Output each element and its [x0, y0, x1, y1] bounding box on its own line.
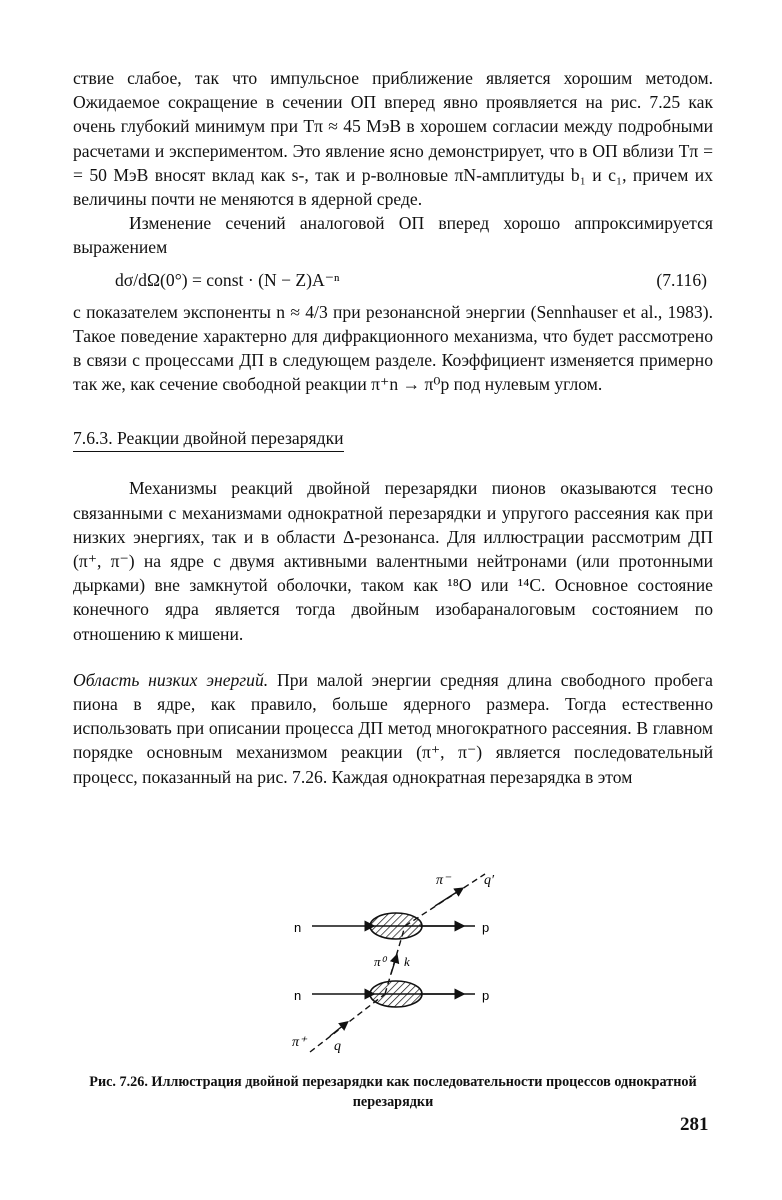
paragraph-5-lead: Область низких энергий.	[73, 669, 269, 690]
equation-7-116	[73, 268, 713, 294]
label-n-bottom: n	[294, 988, 302, 1003]
pi-plus-line	[310, 994, 385, 1052]
paragraph-5-text: При малой энергии средняя длина свободного пробега пиона в ядре, как правило, больше ядерного размера. Тогда естественно использовать при описании процесса ДП метод многократного рассеяния. В главном порядке основным механизмом реакции (π⁺, π⁻) является последовательный процесс, показанный на рис. 7.26. Каждая однократная перезарядка в этом	[73, 669, 713, 787]
figure-caption: Рис. 7.26. Иллюстрация двойной перезарядки как последовательности процессов однократной перезарядки	[89, 1074, 697, 1110]
equation-formula: dσ/dΩ(0°) = const · (N − Z)A⁻ⁿ	[115, 269, 340, 290]
label-p-bottom: p	[482, 988, 490, 1003]
label-q: q	[334, 1039, 341, 1054]
paragraph-4: Механизмы реакций двойной перезарядки пионов оказываются тесно связанными с механизмами однократной перезарядки и упругого рассеяния как при низких энергиях, так и в области Δ-резонанса. Для иллюстрации рассмотрим ДП (π⁺, π⁻) на ядре с двумя активными валентными нейтронами (или протонными дырками) вне замкнутой оболочки, таком как ¹⁸O или ¹⁴C. Основное состояние конечного ядра является тогда двойным изобараналоговым состоянием по отношению к мишени.	[73, 478, 713, 644]
label-p-top: p	[482, 920, 490, 935]
equation-number: (7.116)	[656, 269, 707, 290]
label-pi0: π⁰	[374, 954, 386, 969]
label-pi-plus: π⁺	[292, 1035, 307, 1050]
label-pi-minus: π⁻	[436, 873, 451, 888]
bottom-vertex-blob	[370, 981, 422, 1007]
label-k: k	[404, 954, 410, 969]
label-n-top: n	[294, 920, 302, 935]
paragraph-5	[73, 668, 713, 789]
page-body	[73, 66, 713, 789]
paragraph-2: Изменение сечений аналоговой ОП вперед хорошо аппроксимируется выражением	[73, 213, 713, 258]
page-number: 281	[680, 1114, 709, 1135]
feynman-diagram	[270, 862, 530, 1062]
paragraph-1: ствие слабое, так что импульсное приближение является хорошим методом. Ожидаемое сокращение в сечении ОП вперед явно проявляется на рис. 7.25 как очень глубокий минимум при Tπ ≈ 45 МэВ в хорошем согласии между подробными расчетами и экспериментом. Это явление ясно демонстрирует, что в ОП вблизи Tπ = = 50 МэВ вносят вклад как s-, так и p-волновые πN-амплитуды b₁ и c₁, причем их величины почти не меняются в ядерной среде.	[73, 68, 713, 210]
label-q-prime: q′	[484, 873, 495, 888]
section-heading: 7.6.3. Реакции двойной перезарядки	[73, 426, 344, 452]
paragraph-3: с показателем экспоненты n ≈ 4/3 при резонансной энергии (Sennhauser et al., 1983). Такое поведение характерно для дифракционного механизма, что будет рассмотрено в связи с процессами ДП в следующем разделе. Коэффициент изменяется примерно так же, как сечение свободной реакции π⁺n → π⁰p под нулевым углом.	[73, 301, 713, 395]
top-vertex-blob	[370, 913, 422, 939]
